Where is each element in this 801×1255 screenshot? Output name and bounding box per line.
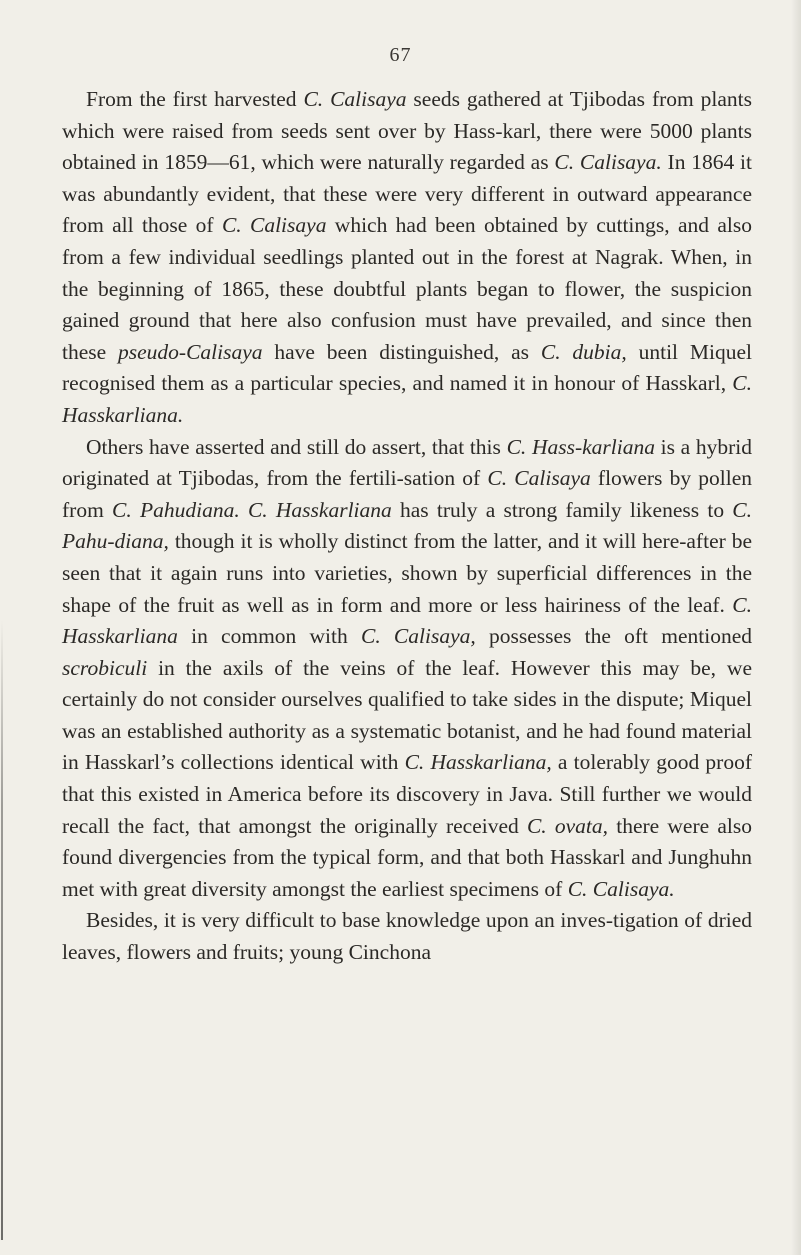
- text-run: In 1864 it was abundantly evident, that these were very different in outward appearance from all those of: [62, 150, 752, 238]
- italic-text: C. Calisaya,: [360, 624, 476, 649]
- italic-text: C. Calisaya: [221, 213, 327, 238]
- italic-text: C. Calisaya.: [554, 150, 662, 175]
- text-run: in the axils of the veins of the leaf. However this may be, we certainly do not consider ourselves qualified to take sides in the dispute; Miquel was an established authority as a systematic botanist, and he had found material in Hasskarl’s collections identical with: [62, 655, 752, 775]
- text-run: [240, 498, 248, 522]
- text-run: have been distinguished, as: [262, 339, 541, 364]
- paragraph: [62, 905, 752, 968]
- italic-text: C. Pahudiana.: [112, 497, 240, 522]
- text-run: in common with: [177, 624, 361, 649]
- italic-text: scrobiculi: [62, 655, 148, 680]
- text-run: has truly a strong family likeness to: [391, 497, 733, 522]
- italic-text: C. dubia,: [540, 339, 627, 364]
- body-text: [62, 84, 752, 969]
- text-run: until Miquel recognised them as a particular species, and named it in honour of Hasskarl,: [62, 339, 752, 396]
- italic-text: C. Calisaya.: [567, 876, 675, 901]
- text-run: flowers by pollen from: [62, 466, 752, 522]
- text-run: though it is wholly distinct from the latter, and it will here-after be seen that it again runs into varieties, shown by superficial differences in the shape of the fruit as well as in form and more or less hairiness of the leaf.: [62, 529, 752, 617]
- text-run: possesses the oft mentioned: [475, 624, 753, 649]
- text-run: which had been obtained by cuttings, and also from a few individual seedlings planted out in the forest at Nagrak. When, in the beginning of 1865, these doubtful plants began to flower, the suspicion gained ground that here also confusion must have prevailed, and since then these: [62, 213, 752, 364]
- italic-text: C. Hass-karliana: [506, 434, 655, 459]
- text-run: a tolerably good proof that this existed in America before its discovery in Java. Still further we would recall the fact, that amongst the originally received: [62, 750, 752, 838]
- italic-text: C. Hasskarliana: [247, 497, 392, 522]
- paragraph: [62, 84, 752, 432]
- page-number: 67: [389, 44, 412, 66]
- italic-text: C. Calisaya: [487, 466, 591, 491]
- paragraph: [62, 432, 752, 906]
- italic-text: pseudo-Calisaya: [118, 339, 263, 364]
- text-run: From the first harvested: [86, 87, 304, 111]
- text-run: is a hybrid originated at Tjibodas, from the fertili-sation of: [62, 434, 752, 491]
- italic-text: C. Calisaya: [303, 87, 407, 111]
- italic-text: C. Hasskarliana: [62, 592, 752, 649]
- text-run: seeds gathered at Tjibodas from plants which were raised from seeds sent over by Hass-karl, there were 5000 plants obtained in 1859—61, which were naturally regarded as: [62, 87, 752, 175]
- text-run: Besides, it is very difficult to base knowledge upon an inves-tigation of dried leaves, flowers and fruits; young Cinchona: [62, 908, 752, 965]
- italic-text: C. Hasskarliana,: [404, 750, 552, 775]
- italic-text: C. Pahu-diana,: [62, 497, 753, 554]
- text-run: Others have asserted and still do assert, that this: [86, 434, 507, 459]
- page-edge-shadow-right: [791, 0, 801, 1255]
- page-edge-shadow-left: [1, 620, 3, 1240]
- text-run: there were also found divergencies from the typical form, and that both Hasskarl and Junghuhn met with great diversity amongst the earliest specimens of: [62, 813, 753, 901]
- italic-text: C. ovata,: [526, 813, 609, 838]
- italic-text: C. Hasskarliana.: [62, 371, 752, 427]
